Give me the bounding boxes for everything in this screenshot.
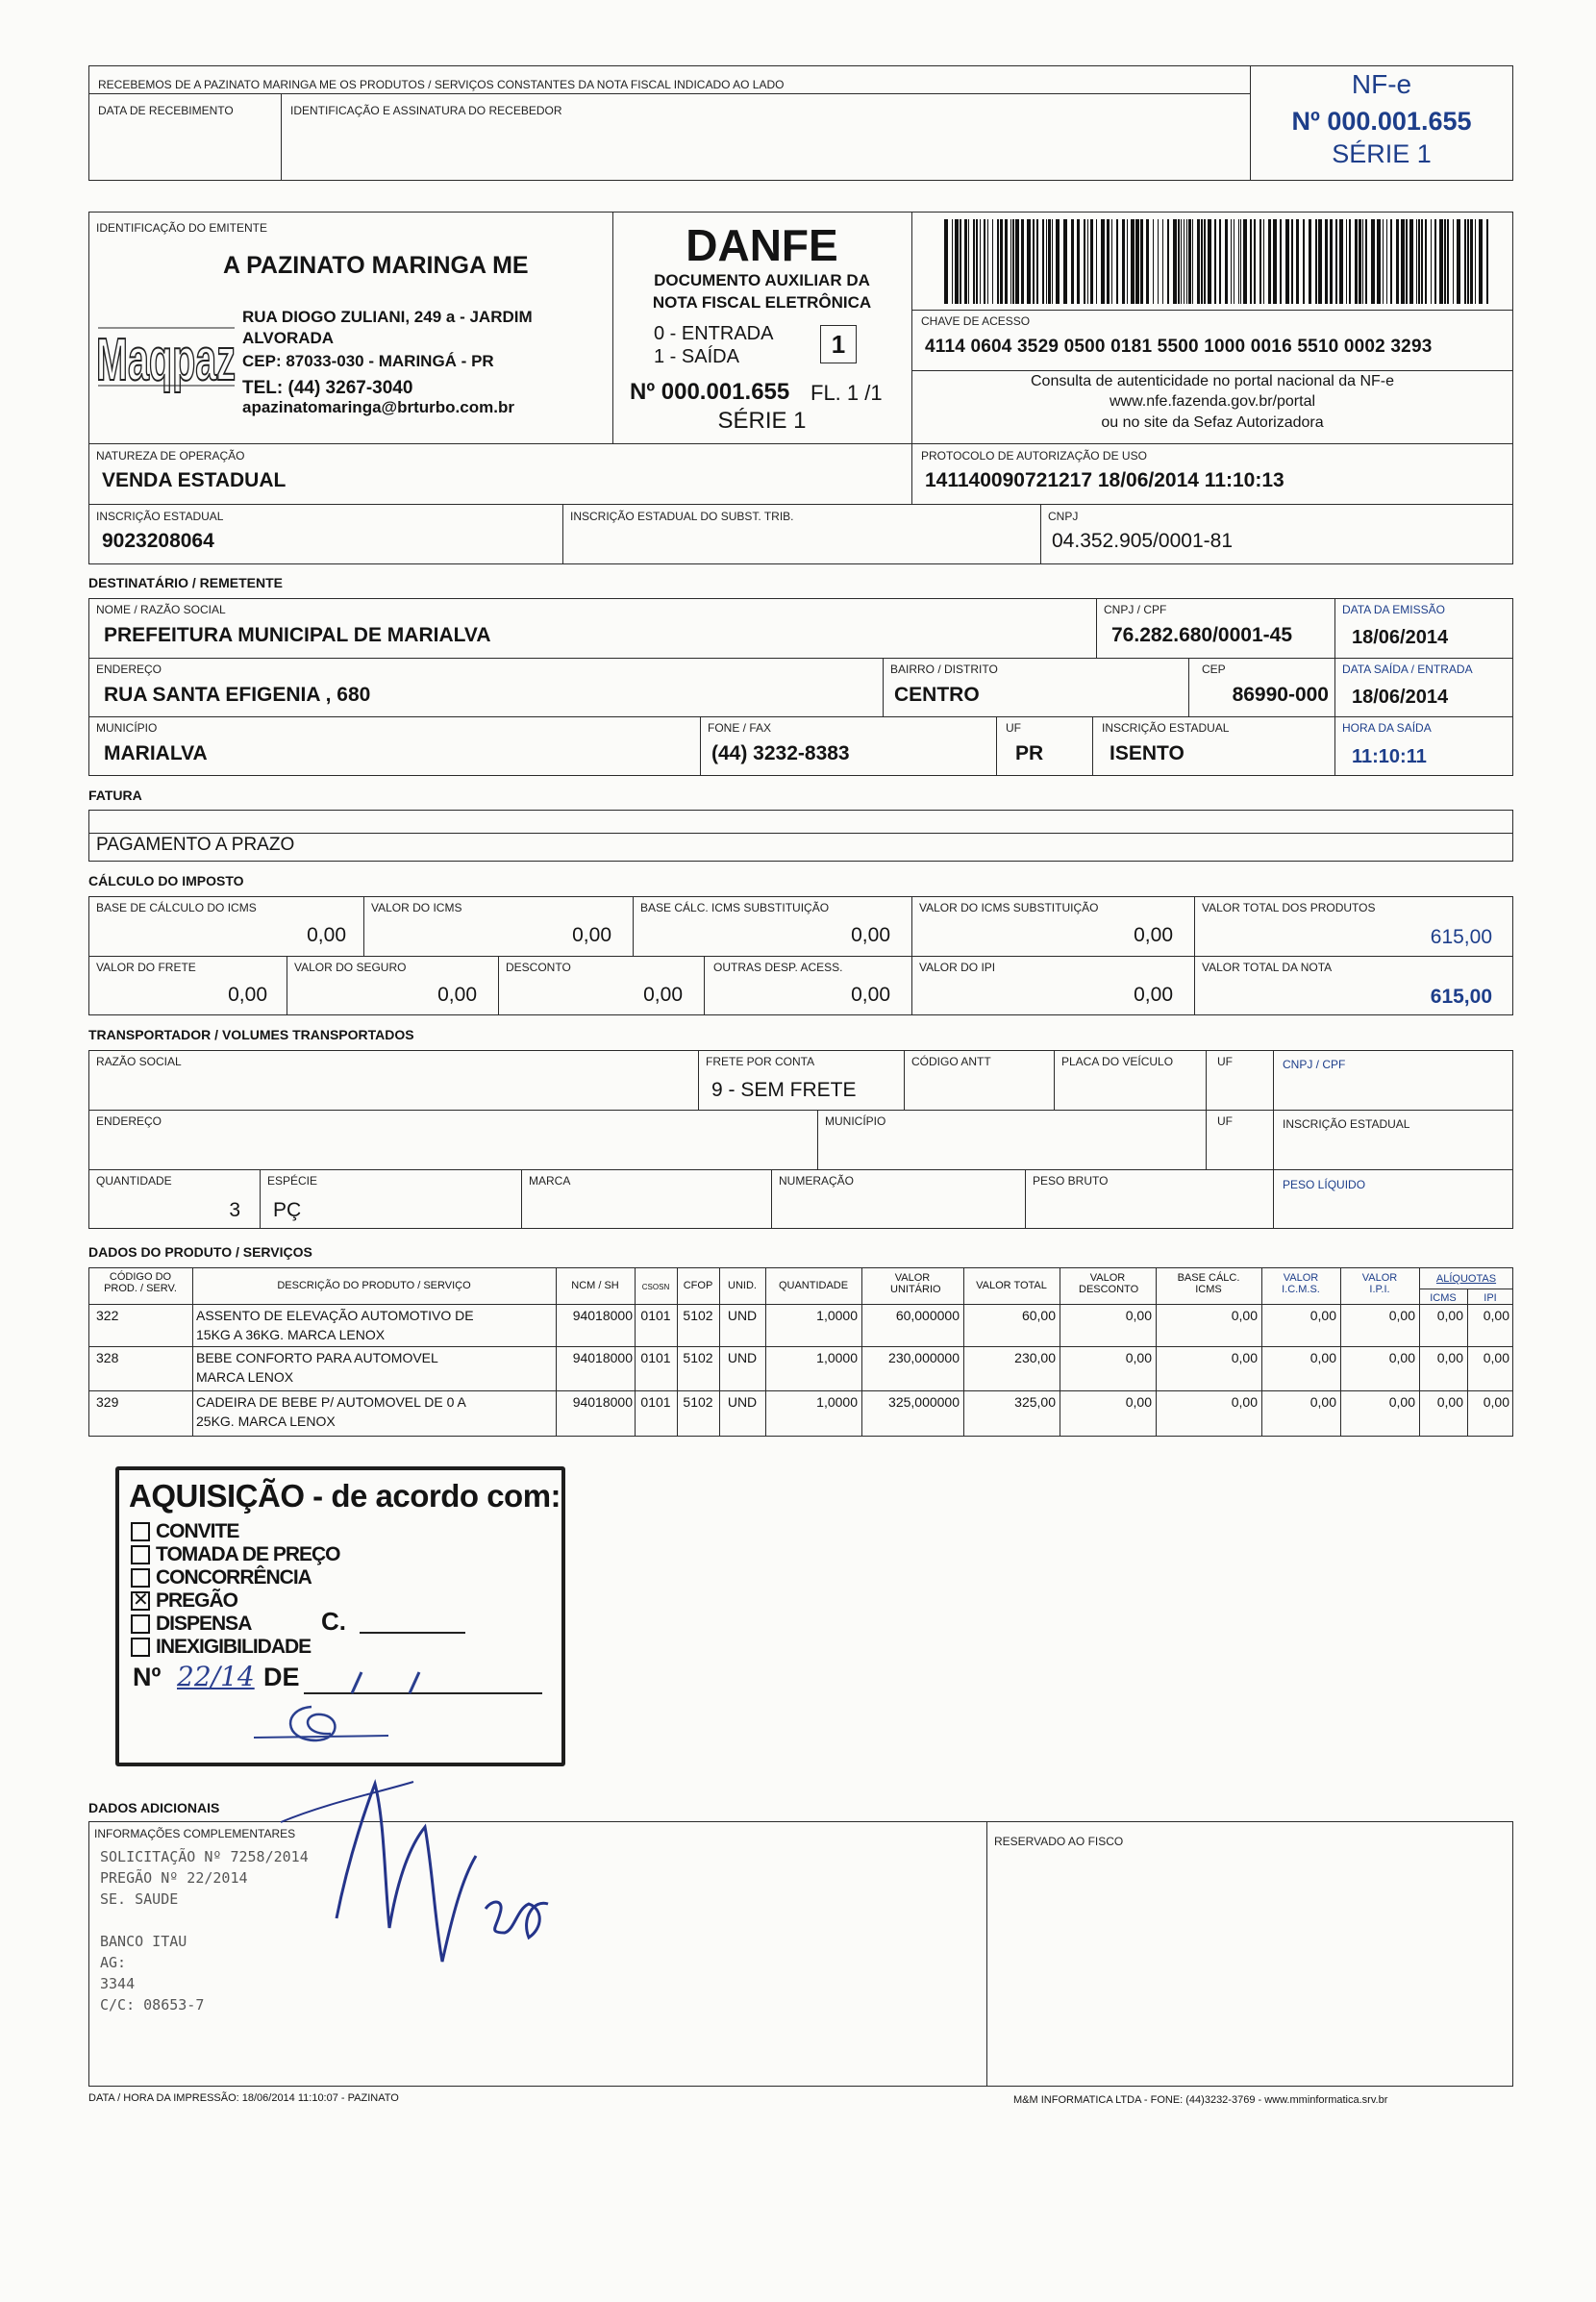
dest-cep-label: CEP (1202, 663, 1226, 676)
destinatario-secao: DESTINATÁRIO / REMETENTE (88, 575, 283, 590)
emitente-tel: TEL: (44) 3267-3040 (242, 378, 413, 398)
carimbo-opcao (131, 1543, 340, 1566)
dest-saida: 18/06/2014 (1352, 687, 1449, 708)
data-recebimento-label: DATA DE RECEBIMENTO (98, 104, 234, 117)
desconto-label: DESCONTO (506, 961, 571, 974)
transp-cnpj-label: CNPJ / CPF (1283, 1058, 1346, 1071)
dest-endereco-label: ENDEREÇO (96, 663, 162, 676)
cell-vunit: 325,000000 (888, 1394, 960, 1410)
transp-uf-label: UF (1217, 1055, 1233, 1068)
cell-csosn: 0101 (640, 1308, 671, 1323)
emitente-endereco2: ALVORADA (242, 329, 335, 347)
v-st-label: VALOR DO ICMS SUBSTITUIÇÃO (919, 901, 1099, 914)
cell-descricao: 25KG. MARCA LENOX (196, 1414, 336, 1429)
info-linha: SOLICITAÇÃO Nº 7258/2014 (100, 1848, 309, 1865)
cell-vtotal: 60,00 (1021, 1308, 1056, 1323)
info-complementares-label: INFORMAÇÕES COMPLEMENTARES (94, 1827, 296, 1840)
danfe-sub1: DOCUMENTO AUXILIAR DA (654, 271, 870, 289)
emitente-label: IDENTIFICAÇÃO DO EMITENTE (96, 221, 268, 235)
imposto-secao: CÁLCULO DO IMPOSTO (88, 873, 244, 888)
emitente-email: apazinatomaringa@brturbo.com.br (242, 398, 514, 416)
transp-ie-label: INSCRIÇÃO ESTADUAL (1283, 1117, 1410, 1131)
info-linha: AG: (100, 1954, 127, 1971)
dest-uf: PR (1015, 742, 1044, 764)
th-aliq-ipi: IPI (1484, 1292, 1497, 1304)
info-linha: PREGÃO Nº 22/2014 (100, 1869, 248, 1887)
canhoto-texto: RECEBEMOS DE A PAZINATO MARINGA ME OS PRODUTOS / SERVIÇOS CONSTANTES DA NOTA FISCAL INDICADO AO LADO (98, 78, 785, 91)
chave-label: CHAVE DE ACESSO (921, 314, 1031, 328)
carimbo-opcao-label: PREGÃO (156, 1589, 238, 1612)
v-prod-label: VALOR TOTAL DOS PRODUTOS (1202, 901, 1376, 914)
seguro: 0,00 (437, 984, 477, 1006)
cell-vdesc: 0,00 (1125, 1308, 1152, 1323)
fatura-texto: PAGAMENTO A PRAZO (96, 835, 295, 855)
transportador (88, 1050, 1513, 1229)
checkbox-icon (131, 1545, 150, 1564)
fatura-secao: FATURA (88, 788, 142, 803)
carimbo-aquisicao (115, 1466, 565, 1766)
emitente-cep: CEP: 87033-030 - MARINGÁ - PR (242, 352, 494, 370)
bc-icms-label: BASE DE CÁLCULO DO ICMS (96, 901, 257, 914)
transp-peso-liq-label: PESO LÍQUIDO (1283, 1178, 1366, 1191)
danfe-folha: FL. 1 /1 (810, 381, 883, 405)
th-descricao: DESCRIÇÃO DO PRODUTO / SERVIÇO (277, 1280, 471, 1291)
th-bcicms: BASE CÁLC. ICMS (1177, 1272, 1240, 1295)
emitente-logo (94, 303, 238, 399)
transp-qtd: 3 (229, 1199, 240, 1221)
cell-bc: 0,00 (1231, 1308, 1258, 1323)
danfe-numero: Nº 000.001.655 (630, 379, 790, 405)
th-codigo: CÓDIGO DO PROD. / SERV. (104, 1271, 177, 1294)
cell-unid: UND (727, 1350, 758, 1365)
cell-vicms: 0,00 (1309, 1308, 1336, 1323)
danfe-saida: 1 - SAÍDA (654, 346, 739, 367)
rubrica-pequena-icon (244, 1697, 398, 1755)
v-icms-label: VALOR DO ICMS (371, 901, 462, 914)
cell-vdesc: 0,00 (1125, 1394, 1152, 1410)
cell-csosn: 0101 (640, 1350, 671, 1365)
cell-qtd: 1,0000 (816, 1308, 858, 1323)
th-vicms: VALOR I.C.M.S. (1282, 1272, 1320, 1295)
info-linha: SE. SAUDE (100, 1890, 179, 1908)
cell-vicms: 0,00 (1309, 1394, 1336, 1410)
cell-unid: UND (727, 1394, 758, 1410)
desconto: 0,00 (643, 984, 683, 1006)
ipi-label: VALOR DO IPI (919, 961, 996, 974)
carimbo-opcao (131, 1636, 311, 1659)
transp-uf2-label: UF (1217, 1114, 1233, 1128)
dest-cnpj-label: CNPJ / CPF (1104, 603, 1167, 616)
th-aliq-icms: ICMS (1430, 1292, 1457, 1304)
dest-saida-label: DATA SAÍDA / ENTRADA (1342, 663, 1473, 676)
cell-vunit: 230,000000 (888, 1350, 960, 1365)
adicionais-secao: DADOS ADICIONAIS (88, 1800, 220, 1815)
frete: 0,00 (228, 984, 267, 1006)
seguro-label: VALOR DO SEGURO (294, 961, 407, 974)
cell-vdesc: 0,00 (1125, 1350, 1152, 1365)
transp-razao-label: RAZÃO SOCIAL (96, 1055, 182, 1068)
transp-peso-bruto-label: PESO BRUTO (1033, 1174, 1109, 1188)
danfe-entrada: 0 - ENTRADA (654, 323, 774, 344)
danfe-titulo: DANFE (686, 220, 838, 270)
rodape-software: M&M INFORMATICA LTDA - FONE: (44)3232-3769 - www.mminformatica.srv.br (1013, 2094, 1388, 2106)
carimbo-opcao-label: CONCORRÊNCIA (156, 1566, 312, 1589)
transp-marca-label: MARCA (529, 1174, 571, 1188)
dest-cnpj: 76.282.680/0001-45 (1111, 624, 1293, 646)
cell-ncm: 94018000 (572, 1394, 633, 1410)
transp-endereco-label: ENDEREÇO (96, 1114, 162, 1128)
dest-fone-label: FONE / FAX (708, 721, 772, 735)
v-prod: 615,00 (1430, 926, 1492, 948)
dest-cep: 86990-000 (1232, 684, 1329, 706)
cell-ncm: 94018000 (572, 1308, 633, 1323)
chave-valor: 4114 0604 3529 0500 0181 5500 1000 0016 5510 0002 3293 (925, 337, 1433, 357)
bc-st: 0,00 (851, 924, 890, 946)
dest-municipio: MARIALVA (104, 742, 208, 764)
dest-nome: PREFEITURA MUNICIPAL DE MARIALVA (104, 624, 491, 646)
cell-vicms: 0,00 (1309, 1350, 1336, 1365)
reservado-fisco-label: RESERVADO AO FISCO (994, 1835, 1124, 1848)
dest-emissao: 18/06/2014 (1352, 627, 1449, 648)
ie-subst-label: INSCRIÇÃO ESTADUAL DO SUBST. TRIB. (570, 510, 794, 523)
chave-consulta2: www.nfe.fazenda.gov.br/portal (1109, 393, 1316, 410)
carimbo-opcao (131, 1589, 237, 1613)
th-aliquotas: ALÍQUOTAS (1435, 1273, 1497, 1285)
transp-especie: PÇ (273, 1199, 302, 1221)
v-icms: 0,00 (572, 924, 611, 946)
chave-consulta1: Consulta de autenticidade no portal nacional da NF-e (1030, 373, 1395, 389)
transp-numeracao-label: NUMERAÇÃO (779, 1174, 855, 1188)
th-qtd: QUANTIDADE (778, 1280, 849, 1291)
dest-municipio-label: MUNICÍPIO (96, 721, 158, 735)
bc-st-label: BASE CÁLC. ICMS SUBSTITUIÇÃO (640, 901, 830, 914)
dest-emissao-label: DATA DA EMISSÃO (1342, 603, 1445, 616)
transp-placa-label: PLACA DO VEÍCULO (1061, 1055, 1174, 1068)
produtos-secao: DADOS DO PRODUTO / SERVIÇOS (88, 1244, 312, 1260)
checkbox-icon (131, 1638, 150, 1657)
cell-descricao: ASSENTO DE ELEVAÇÃO AUTOMOTIVO DE (196, 1308, 474, 1323)
cell-descricao: BEBE CONFORTO PARA AUTOMOVEL (196, 1350, 438, 1365)
transp-antt-label: CÓDIGO ANTT (911, 1055, 991, 1068)
transp-municipio-label: MUNICÍPIO (825, 1114, 886, 1128)
dest-endereco: RUA SANTA EFIGENIA , 680 (104, 684, 371, 706)
th-unid: UNID. (728, 1280, 757, 1291)
ie-label: INSCRIÇÃO ESTADUAL (96, 510, 224, 523)
protocolo-valor: 141140090721217 18/06/2014 11:10:13 (925, 469, 1284, 491)
danfe-tipo: 1 (820, 325, 857, 363)
emitente-endereco1: RUA DIOGO ZULIANI, 249 a - JARDIM (242, 308, 533, 326)
natureza-valor: VENDA ESTADUAL (102, 469, 287, 491)
emitente-nome: A PAZINATO MARINGA ME (223, 252, 529, 279)
th-csosn: CSOSN (641, 1283, 670, 1291)
cell-descricao: CADEIRA DE BEBE P/ AUTOMOVEL DE 0 A (196, 1394, 466, 1410)
cell-aicms: 0,00 (1436, 1308, 1463, 1323)
carimbo-opcao-label: CONVITE (156, 1520, 239, 1542)
transp-frete-label: FRETE POR CONTA (706, 1055, 815, 1068)
dest-ie: ISENTO (1110, 742, 1185, 764)
rodape-impressao: DATA / HORA DA IMPRESSÃO: 18/06/2014 11:10:07 - PAZINATO (88, 2092, 399, 2104)
carimbo-numero-manual: 22/14 (177, 1661, 255, 1692)
dest-nome-label: NOME / RAZÃO SOCIAL (96, 603, 226, 616)
natureza-label: NATUREZA DE OPERAÇÃO (96, 449, 245, 463)
cell-aipi: 0,00 (1483, 1350, 1509, 1365)
cell-vtotal: 230,00 (1014, 1350, 1056, 1365)
carimbo-opcao (131, 1566, 312, 1589)
dest-hora: 11:10:11 (1352, 746, 1427, 767)
th-cfop: CFOP (683, 1280, 713, 1291)
bc-icms: 0,00 (307, 924, 346, 946)
transp-qtd-label: QUANTIDADE (96, 1174, 172, 1188)
cell-aicms: 0,00 (1436, 1394, 1463, 1410)
cell-codigo: 322 (96, 1308, 119, 1323)
carimbo-opcao-label: TOMADA DE PREÇO (156, 1543, 340, 1565)
cell-vipi: 0,00 (1388, 1308, 1415, 1323)
cell-aipi: 0,00 (1483, 1308, 1509, 1323)
info-linha: C/C: 08653-7 (100, 1996, 205, 2014)
v-nota: 615,00 (1430, 986, 1492, 1008)
danfe-serie: SÉRIE 1 (717, 408, 807, 434)
dest-bairro: CENTRO (894, 684, 980, 706)
nfe-label: NF-e (1351, 69, 1412, 99)
cell-qtd: 1,0000 (816, 1394, 858, 1410)
svg-text:Maqpaz: Maqpaz (96, 327, 236, 393)
checkbox-icon (131, 1568, 150, 1588)
dest-ie-label: INSCRIÇÃO ESTADUAL (1102, 721, 1230, 735)
frete-label: VALOR DO FRETE (96, 961, 196, 974)
th-vunit: VALOR UNITÁRIO (890, 1272, 941, 1295)
carimbo-de: DE (263, 1663, 300, 1691)
dest-fone: (44) 3232-8383 (711, 742, 850, 764)
info-linha: 3344 (100, 1975, 136, 1992)
cnpj-emitente-valor: 04.352.905/0001-81 (1052, 530, 1234, 552)
carimbo-titulo: AQUISIÇÃO - de acordo com: (129, 1478, 561, 1514)
fatura (88, 810, 1513, 862)
cell-bc: 0,00 (1231, 1350, 1258, 1365)
carimbo-opcao-label: INEXIGIBILIDADE (156, 1636, 312, 1658)
v-nota-label: VALOR TOTAL DA NOTA (1202, 961, 1333, 974)
dest-uf-label: UF (1006, 721, 1021, 735)
dest-hora-label: HORA DA SAÍDA (1342, 721, 1432, 735)
cell-vipi: 0,00 (1388, 1350, 1415, 1365)
cell-ncm: 94018000 (572, 1350, 633, 1365)
dest-bairro-label: BAIRRO / DISTRITO (890, 663, 998, 676)
carimbo-numero: Nº (133, 1663, 162, 1691)
cell-vipi: 0,00 (1388, 1394, 1415, 1410)
checked-checkbox-icon: ✕ (133, 1589, 149, 1611)
canhoto-serie: SÉRIE 1 (1332, 139, 1432, 168)
transp-frete: 9 - SEM FRETE (711, 1079, 857, 1101)
cell-vunit: 60,000000 (895, 1308, 960, 1323)
ie-valor: 9023208064 (102, 530, 214, 552)
cell-codigo: 329 (96, 1394, 119, 1410)
cell-cfop: 5102 (683, 1308, 713, 1323)
th-vdesc: VALOR DESCONTO (1079, 1272, 1139, 1295)
info-linha: BANCO ITAU (100, 1933, 187, 1950)
cell-codigo: 328 (96, 1350, 119, 1365)
th-vipi: VALOR I.P.I. (1361, 1272, 1398, 1295)
cell-bc: 0,00 (1231, 1394, 1258, 1410)
carimbo-c-linha (360, 1632, 465, 1634)
outras: 0,00 (851, 984, 890, 1006)
protocolo-label: PROTOCOLO DE AUTORIZAÇÃO DE USO (921, 449, 1147, 463)
assinatura-icon (269, 1764, 577, 1995)
ipi: 0,00 (1134, 984, 1173, 1006)
transporte-secao: TRANSPORTADOR / VOLUMES TRANSPORTADOS (88, 1027, 414, 1042)
cell-cfop: 5102 (683, 1394, 713, 1410)
chave-consulta3: ou no site da Sefaz Autorizadora (1101, 414, 1324, 431)
logo-icon (94, 303, 238, 399)
carimbo-opcao (131, 1520, 238, 1543)
identificacao-recebedor-label: IDENTIFICAÇÃO E ASSINATURA DO RECEBEDOR (290, 104, 562, 117)
checkbox-icon (131, 1614, 150, 1634)
checkbox-icon (131, 1522, 150, 1541)
cell-cfop: 5102 (683, 1350, 713, 1365)
cell-unid: UND (727, 1308, 758, 1323)
cell-aicms: 0,00 (1436, 1350, 1463, 1365)
cell-descricao: MARCA LENOX (196, 1369, 294, 1385)
carimbo-opcao (131, 1613, 251, 1636)
v-st: 0,00 (1134, 924, 1173, 946)
carimbo-opcao-label: DISPENSA (156, 1613, 252, 1635)
th-vtotal: VALOR TOTAL (976, 1280, 1047, 1291)
cell-descricao: 15KG A 36KG. MARCA LENOX (196, 1327, 386, 1342)
cell-aipi: 0,00 (1483, 1394, 1509, 1410)
cell-csosn: 0101 (640, 1394, 671, 1410)
danfe-sub2: NOTA FISCAL ELETRÔNICA (652, 293, 872, 312)
carimbo-data-linhas-icon (302, 1663, 561, 1701)
transp-especie-label: ESPÉCIE (267, 1174, 318, 1188)
barcode-icon (944, 219, 1494, 304)
barcode (944, 219, 1494, 304)
cell-vtotal: 325,00 (1014, 1394, 1056, 1410)
outras-label: OUTRAS DESP. ACESS. (713, 961, 843, 974)
cnpj-emitente-label: CNPJ (1048, 510, 1079, 523)
cell-qtd: 1,0000 (816, 1350, 858, 1365)
th-ncm: NCM / SH (571, 1280, 619, 1291)
carimbo-c: C. (321, 1607, 346, 1636)
canhoto-numero: Nº 000.001.655 (1291, 107, 1472, 136)
